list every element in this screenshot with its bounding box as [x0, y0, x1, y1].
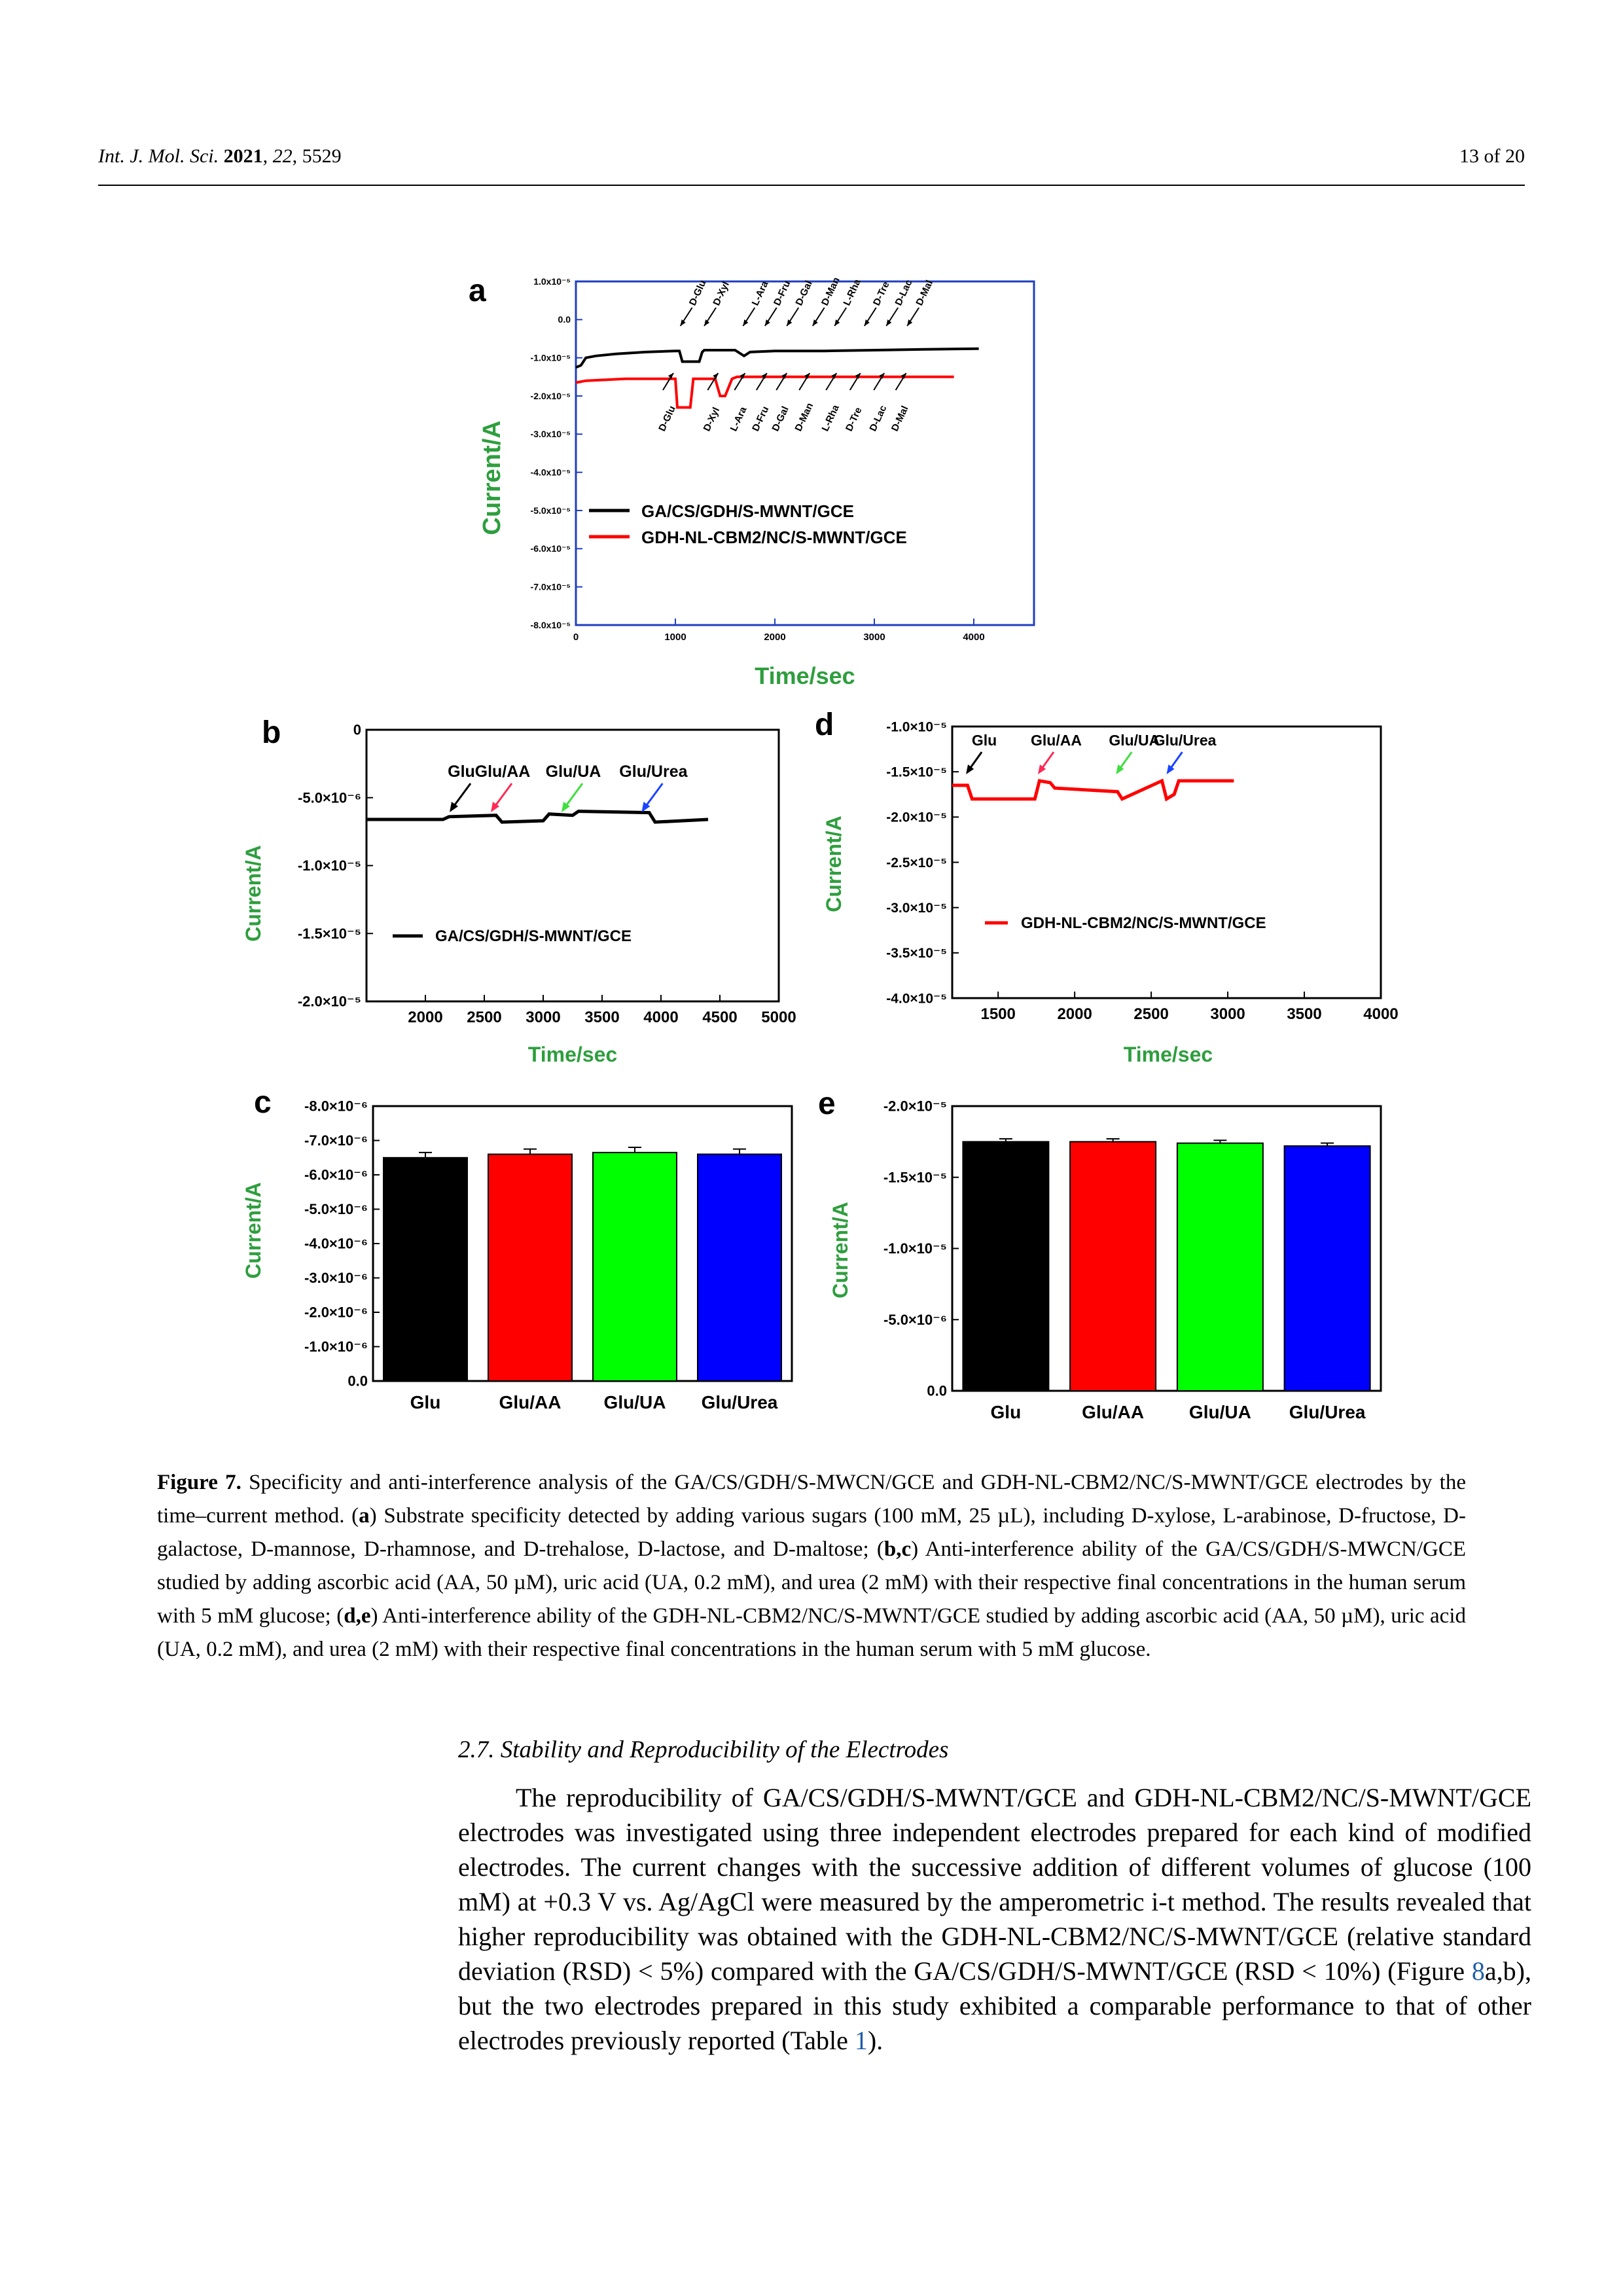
panel-c-ytick-label-2: -6.0×10⁻⁶	[304, 1166, 368, 1183]
panel-e-ytick-label-0: -2.0×10⁻⁵	[883, 1098, 947, 1115]
panel-a-xticks	[573, 619, 985, 643]
caption-text-3: ) Anti-interference ability of the GA/CS/GDH/S-MWCN/GCE studied by adding ascorbic acid (AA, 50 µM), uric acid (UA, 0.2 mM), and urea (2 mM) with their respective final concentrations in the human serum with 5 mM glucose; (	[157, 1537, 1466, 1628]
panel-d-chart	[812, 710, 1400, 1073]
panel-a-ytick-label-6: -5.0x10⁻⁵	[530, 505, 571, 516]
panel-a-black-arrowhead-1	[704, 319, 709, 326]
panel-a-red-label-2: L-Ara	[728, 405, 749, 433]
panel-a-red-label-8: D-Lac	[867, 403, 889, 433]
panel-c-ylabel: Current/A	[241, 1182, 265, 1279]
panel-a-black-arrowhead-5	[813, 319, 818, 326]
panel-d-xtick-label-1: 2000	[1057, 1005, 1092, 1023]
panel-b-event-label-0: Glu	[448, 762, 475, 781]
panel-a-ytick-label-0: 1.0x10⁻⁵	[533, 276, 571, 287]
panel-d-ytick-label-0: -1.0×10⁻⁵	[886, 719, 947, 735]
panel-e-category-label-1: Glu/AA	[1082, 1402, 1145, 1422]
panel-b-xtick-label-2: 3000	[526, 1009, 561, 1026]
panel-e-ytick-label-3: -5.0×10⁻⁶	[883, 1311, 947, 1328]
panel-a-xtick-label-3: 3000	[863, 632, 885, 643]
panel-c-ytick-label-0: -8.0×10⁻⁶	[304, 1098, 368, 1115]
panel-d-ytick-label-4: -3.0×10⁻⁵	[886, 901, 947, 916]
panel-a-black-label-1: D-Xyl	[711, 279, 732, 308]
panel-a-red-label-5: D-Man	[793, 401, 816, 433]
panel-d-ylabel: Current/A	[822, 816, 846, 912]
panel-e-ytick-label-1: -1.5×10⁻⁵	[883, 1169, 947, 1186]
panel-c-ytick-label-8: 0.0	[348, 1372, 368, 1390]
panel-a-ytick-label-2: -1.0x10⁻⁵	[530, 352, 571, 363]
caption-text-1: Specificity and anti-interference analysis of the GA/CS/GDH/S-MWCN/GCE and GDH-NL-CBM2/NC/S-MWNT/GCE electrodes by the time–current method. (	[157, 1471, 1466, 1528]
panel-a-ytick-label-1: 0.0	[558, 314, 571, 325]
panel-c-category-label-1: Glu/AA	[499, 1392, 562, 1412]
panel-d-xtick-label-5: 4000	[1363, 1005, 1399, 1023]
panel-a-yticks	[531, 276, 582, 630]
caption-label: Figure 7.	[157, 1471, 241, 1494]
panel-a-ytick-label-8: -7.0x10⁻⁵	[530, 581, 571, 592]
panel-c-bars	[383, 1147, 781, 1412]
panel-b-ytick-label-3: -1.5×10⁻⁵	[297, 925, 361, 942]
panel-d-series	[952, 781, 1234, 799]
panel-e-bar-1	[1070, 1141, 1156, 1391]
panel-e-ytick-label-2: -1.0×10⁻⁵	[883, 1240, 947, 1257]
panel-d-frame	[952, 726, 1381, 998]
panel-a-ytick-label-4: -3.0x10⁻⁵	[530, 429, 571, 440]
panel-e-bar-0	[963, 1141, 1048, 1391]
panel-a-chart	[458, 268, 1060, 694]
panel-d-xtick-label-2: 2500	[1133, 1005, 1169, 1023]
panel-c-ytick-label-7: -1.0×10⁻⁶	[304, 1338, 368, 1355]
panel-a-frame	[576, 278, 1034, 625]
panel-a-black-label-3: D-Fru	[772, 279, 793, 308]
panel-a-black-label-6: L-Rha	[841, 277, 863, 308]
figure-8-link[interactable]: 8	[1471, 1956, 1485, 1986]
panel-a-black-arrowhead-3	[765, 319, 770, 326]
panel-d-event-label-3: Glu/Urea	[1153, 732, 1217, 749]
panel-c-category-label-0: Glu	[410, 1392, 441, 1412]
panel-e-yticks	[883, 1098, 959, 1399]
panel-a-black-label-0: D-Glu	[687, 278, 709, 308]
journal-volume: 22	[272, 145, 293, 167]
caption-ref-a: a	[359, 1504, 370, 1528]
panel-a-black-arrowhead-0	[681, 319, 686, 326]
panel-a-black-label-2: L-Ara	[749, 279, 771, 308]
panel-e-ylabel: Current/A	[829, 1202, 852, 1299]
panel-b-event-label-1: Glu/AA	[474, 762, 531, 781]
panel-e-category-label-0: Glu	[990, 1402, 1022, 1422]
panel-b-xtick-label-0: 2000	[408, 1009, 443, 1026]
panel-e-ytick-label-4: 0.0	[927, 1382, 947, 1399]
panel-a-black-arrowhead-7	[865, 319, 870, 326]
panel-a-letter: a	[469, 274, 486, 308]
panel-a-xtick-label-0: 0	[573, 632, 579, 643]
panel-c-yticks	[304, 1098, 380, 1390]
panel-b-ylabel: Current/A	[241, 845, 265, 942]
panel-a-red-label-9: D-Mal	[889, 404, 911, 433]
journal-name: Int. J. Mol. Sci.	[98, 145, 219, 167]
panel-b-event-label-2: Glu/UA	[545, 762, 601, 781]
panel-d-yticks	[886, 719, 959, 1006]
panel-a-black-arrowhead-9	[907, 319, 912, 326]
panel-c-bar-0	[383, 1158, 467, 1381]
panel-a-red-label-3: D-Fru	[750, 404, 772, 433]
panel-a-xtick-label-1: 1000	[664, 632, 687, 643]
caption-ref-de: d,e	[344, 1604, 371, 1628]
running-header-citation: Int. J. Mol. Sci. 2021, 22, 5529	[98, 145, 342, 167]
panel-d-ytick-label-2: -2.0×10⁻⁵	[886, 810, 947, 825]
panel-a-xtick-label-4: 4000	[963, 632, 985, 643]
panel-c-bar-3	[698, 1155, 781, 1382]
panel-d-event-label-1: Glu/AA	[1031, 732, 1082, 749]
caption-text-4: ) Anti-interference ability of the GDH-NL-CBM2/NC/S-MWNT/GCE studied by adding ascorbic acid (AA, 50 µM), uric acid (UA, 0.2 mM), and urea (2 mM) with their respective final concentrations in the human serum with 5 mM glucose.	[157, 1604, 1466, 1661]
panel-e-bar-2	[1177, 1143, 1263, 1391]
panel-c-ytick-label-4: -4.0×10⁻⁶	[304, 1235, 368, 1252]
panel-b-ytick-label-2: -1.0×10⁻⁵	[297, 857, 361, 874]
panel-c-category-label-3: Glu/Urea	[701, 1392, 778, 1412]
panel-a-red-label-6: L-Rha	[819, 403, 842, 433]
journal-year: 2021	[223, 145, 263, 167]
panel-a-red-label-1: D-Xyl	[701, 405, 722, 433]
panel-a-ytick-label-5: -4.0x10⁻⁵	[530, 467, 571, 478]
panel-e-letter: e	[818, 1086, 836, 1121]
panel-b-xticks	[408, 995, 796, 1026]
panel-a-black-annotations	[681, 276, 935, 326]
panel-b-ytick-label-0: 0	[353, 721, 361, 738]
panel-b-xtick-label-1: 2500	[467, 1009, 502, 1026]
panel-c-ytick-label-5: -3.0×10⁻⁶	[304, 1270, 368, 1287]
panel-d-xticks	[980, 992, 1398, 1023]
section-paragraph	[458, 1780, 1531, 2058]
panel-b-ytick-label-4: -2.0×10⁻⁵	[297, 993, 361, 1010]
panel-d-event-markers	[966, 732, 1217, 774]
panel-a-xtick-label-2: 2000	[764, 632, 786, 643]
panel-d-ytick-label-3: -2.5×10⁻⁵	[886, 855, 947, 870]
panel-e-bar-3	[1285, 1146, 1370, 1391]
section-heading: 2.7. Stability and Reproducibility of the Electrodes	[458, 1736, 949, 1763]
panel-a-xlabel: Time/sec	[755, 662, 855, 689]
paragraph-text-3: ).	[867, 2026, 883, 2055]
panel-c-ytick-label-6: -2.0×10⁻⁶	[304, 1304, 368, 1321]
figure-caption	[157, 1466, 1466, 1666]
panel-c-chart	[242, 1086, 812, 1427]
panel-a-series-red	[576, 377, 954, 408]
panel-b-event-markers	[448, 762, 688, 812]
panel-b-letter: b	[262, 715, 281, 750]
panel-d-event-label-0: Glu	[971, 732, 997, 749]
panel-a-black-arrowhead-2	[743, 319, 748, 326]
panel-d-ytick-label-5: -3.5×10⁻⁵	[886, 946, 947, 961]
caption-ref-bc: b,c	[883, 1537, 912, 1561]
panel-a-red-label-0: D-Glu	[656, 404, 678, 433]
panel-b-xtick-label-5: 4500	[702, 1009, 738, 1026]
panel-a-series-black	[576, 349, 979, 368]
panel-a-black-label-8: D-Lac	[893, 278, 915, 308]
panel-d-ytick-label-6: -4.0×10⁻⁵	[886, 991, 947, 1007]
panel-d-letter: d	[815, 708, 834, 742]
header-rule	[98, 185, 1525, 186]
panel-a-ylabel: Current/A	[478, 420, 506, 535]
paragraph-text-2: a,b), but the two electrodes prepared in this study exhibited a comparable performance to that of other electrodes previously reported (Table	[458, 1956, 1531, 2055]
panel-b-xtick-label-3: 3500	[584, 1009, 620, 1026]
panel-b-xtick-label-4: 4000	[643, 1009, 679, 1026]
panel-d-xtick-label-0: 1500	[980, 1005, 1016, 1023]
panel-d-xtick-label-3: 3000	[1210, 1005, 1245, 1023]
panel-a-ytick-label-7: -6.0x10⁻⁵	[530, 543, 571, 554]
panel-b-chart	[242, 710, 812, 1073]
panel-a-legend-label-red: GDH-NL-CBM2/NC/S-MWNT/GCE	[641, 528, 907, 547]
panel-a-black-arrowhead-6	[834, 319, 840, 326]
panel-a-red-label-7: D-Tre	[843, 405, 865, 433]
panel-a-ytick-label-3: -2.0x10⁻⁵	[530, 390, 571, 401]
panel-a-red-annotations	[656, 373, 910, 433]
panel-a-black-label-7: D-Tre	[871, 279, 892, 308]
panel-e-category-label-2: Glu/UA	[1188, 1402, 1251, 1422]
caption-text-2: ) Substrate specificity detected by adding various sugars (100 mM, 25 µL), including D-xylose, L-arabinose, D-fructose, D-galactose, D-mannose, D-rhamnose, and D-trehalose, D-lactose, and D-maltose; (	[157, 1504, 1466, 1561]
panel-e-category-label-3: Glu/Urea	[1289, 1402, 1366, 1422]
panel-a-black-arrowhead-4	[787, 319, 792, 326]
panel-a-black-label-4: D-Gal	[793, 279, 815, 308]
paragraph-text-1: The reproducibility of GA/CS/GDH/S-MWNT/GCE and GDH-NL-CBM2/NC/S-MWNT/GCE electrodes was investigated using three independent electrodes prepared for each kind of modified electrodes. The current changes with the successive addition of different volumes of glucose (100 mM) at +0.3 V vs. Ag/AgCl were measured by the amperometric i-t method. The results revealed that higher reproducibility was obtained with the GDH-NL-CBM2/NC/S-MWNT/GCE (relative standard deviation (RSD) < 5%) compared with the GA/CS/GDH/S-MWNT/GCE (RSD < 10%) (Figure	[458, 1783, 1531, 1986]
panel-b-ytick-label-1: -5.0×10⁻⁶	[298, 789, 361, 806]
article-number: 5529	[302, 145, 342, 167]
panel-c-category-label-2: Glu/UA	[603, 1392, 666, 1412]
panel-d-xlabel: Time/sec	[1123, 1043, 1213, 1066]
page-number: 13 of 20	[1459, 145, 1525, 167]
panel-a-legend-label-black: GA/CS/GDH/S-MWNT/GCE	[641, 501, 854, 521]
panel-d-ytick-label-1: -1.5×10⁻⁵	[886, 764, 947, 780]
panel-b-event-label-3: Glu/Urea	[619, 762, 688, 781]
panel-d-event-label-2: Glu/UA	[1109, 732, 1160, 749]
panel-c-letter: c	[254, 1085, 272, 1120]
panel-e-bars	[963, 1139, 1370, 1422]
panel-d-legend-label: GDH-NL-CBM2/NC/S-MWNT/GCE	[1021, 914, 1266, 932]
panel-a-black-label-9: D-Mal	[914, 278, 936, 308]
panel-e-chart	[812, 1086, 1400, 1440]
panel-b-xtick-label-6: 5000	[761, 1009, 796, 1026]
panel-a-ytick-label-9: -8.0x10⁻⁵	[530, 619, 571, 630]
panel-a-black-arrowhead-8	[886, 319, 891, 326]
panel-b-legend-label: GA/CS/GDH/S-MWNT/GCE	[435, 927, 632, 945]
panel-a-black-label-5: D-Man	[819, 275, 842, 308]
panel-a-red-label-4: D-Gal	[770, 404, 791, 433]
panel-d-xtick-label-4: 3500	[1287, 1005, 1322, 1023]
panel-b-yticks	[298, 722, 373, 1010]
panel-c-bar-2	[593, 1153, 677, 1381]
panel-b-xlabel: Time/sec	[527, 1043, 618, 1066]
panel-c-ytick-label-3: -5.0×10⁻⁶	[304, 1201, 368, 1218]
panel-c-bar-1	[488, 1155, 572, 1382]
panel-c-ytick-label-1: -7.0×10⁻⁶	[304, 1132, 368, 1149]
panel-b-series	[366, 812, 708, 823]
table-1-link[interactable]: 1	[854, 2026, 868, 2055]
